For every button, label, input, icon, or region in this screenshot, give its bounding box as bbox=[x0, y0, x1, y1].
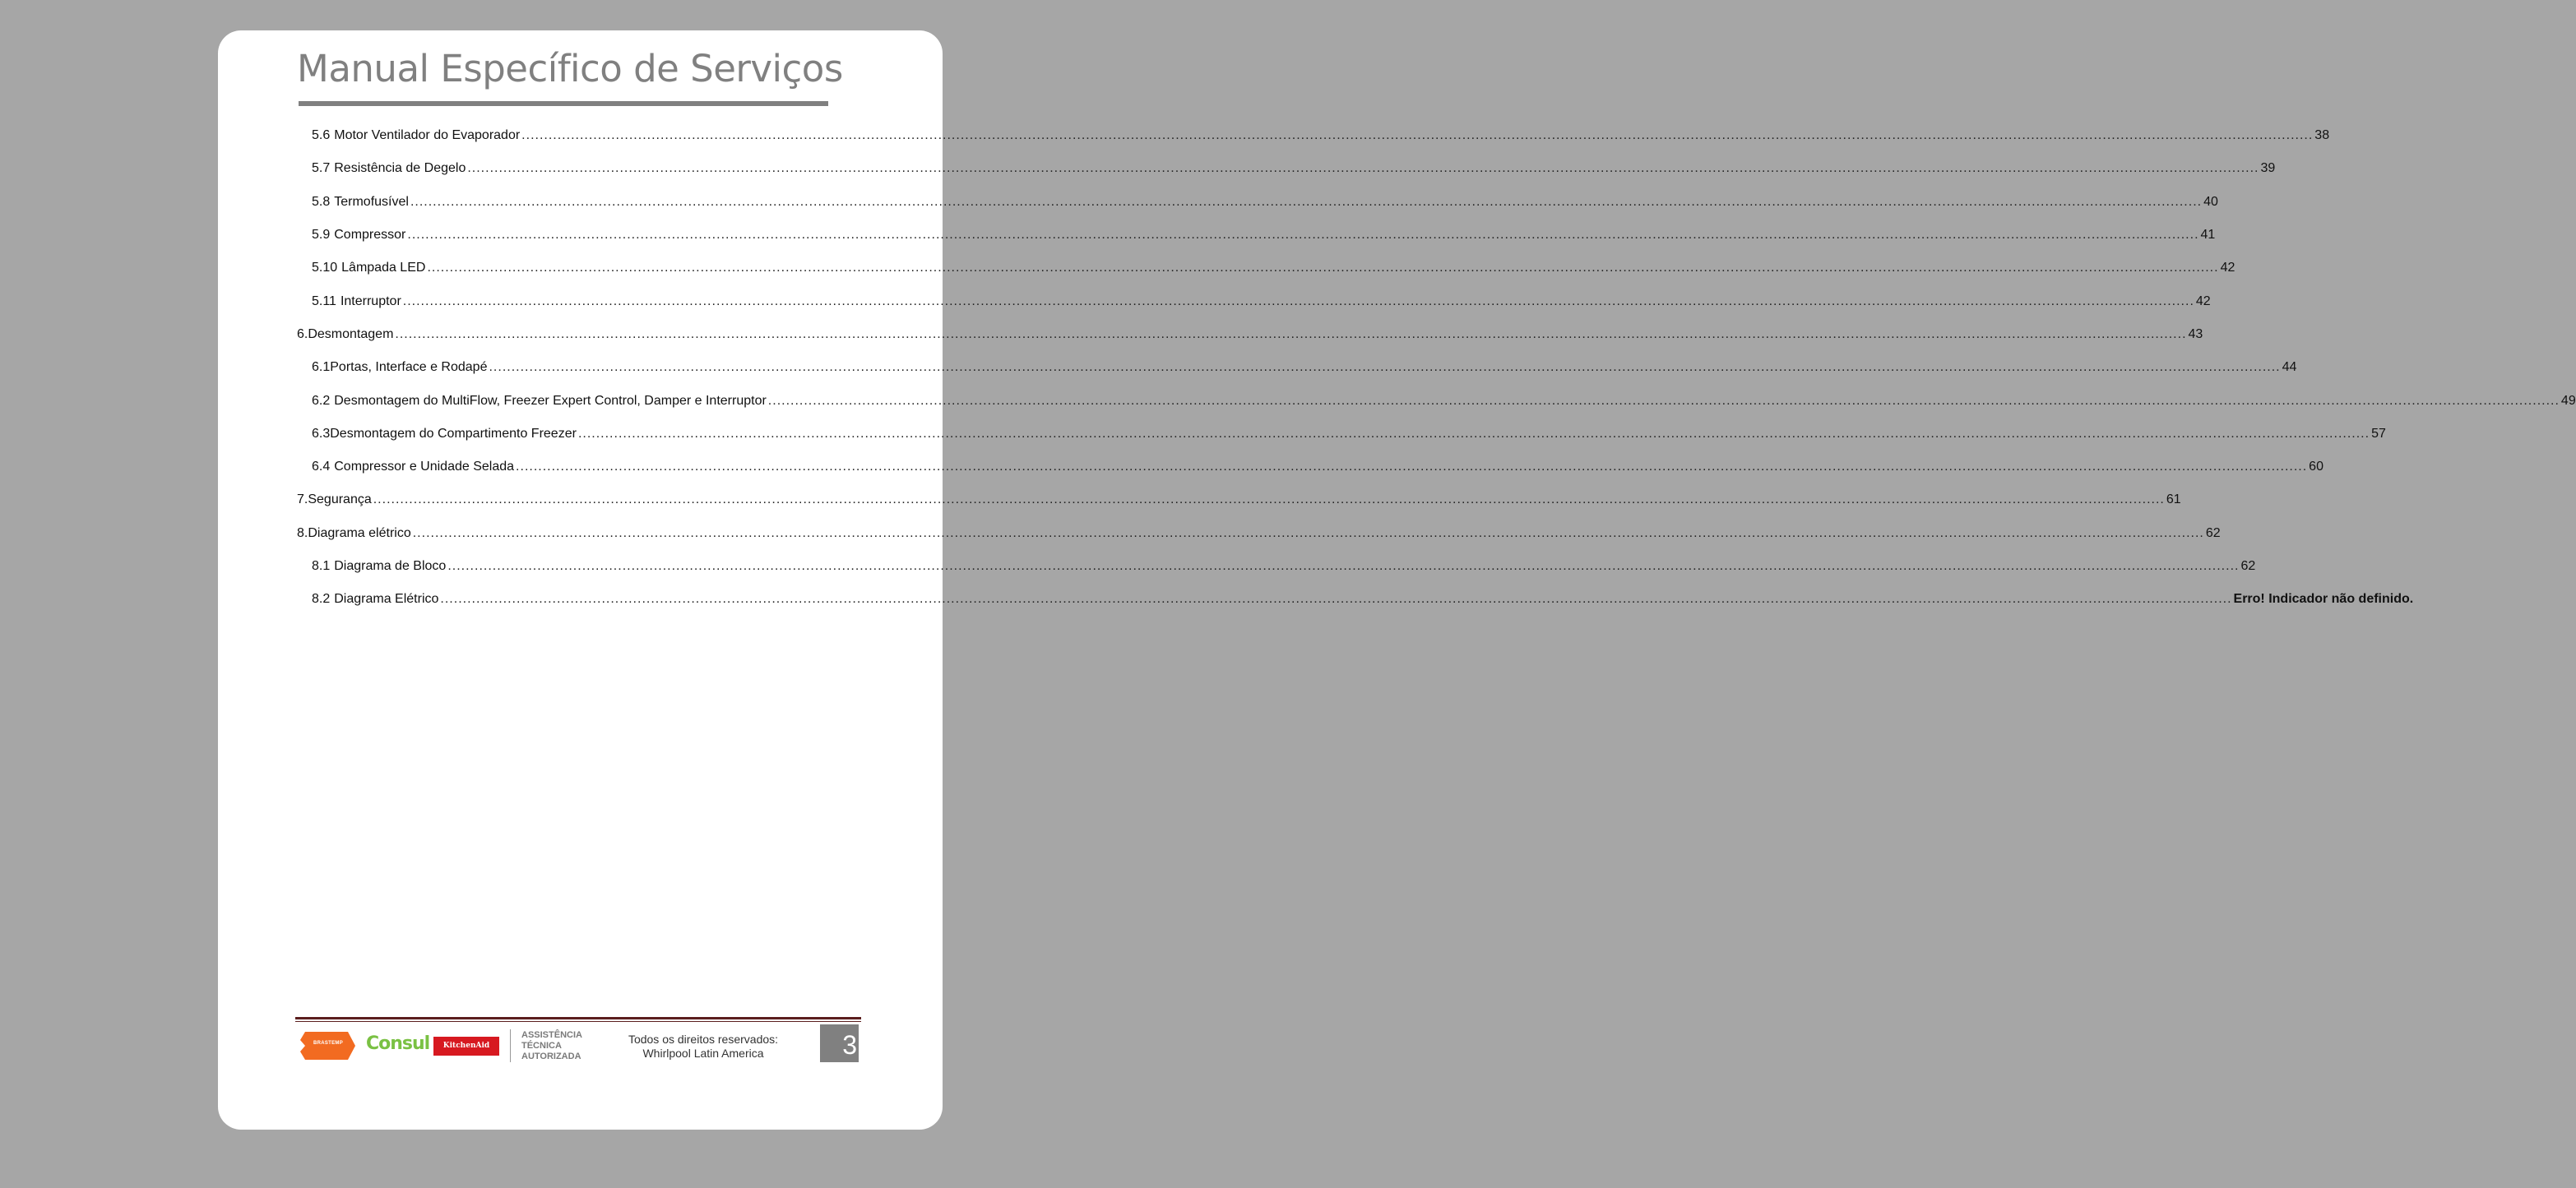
toc-entry-number: 5.10 bbox=[312, 261, 338, 275]
toc-entry-label: Interruptor bbox=[340, 294, 401, 308]
toc-entry-label: Segurança bbox=[308, 492, 372, 507]
rights-line: Todos os direitos reservados: bbox=[628, 1033, 779, 1046]
toc-dot-leader: ................................................................................................................................................................................................................................................................................................................................................................................................................ bbox=[410, 194, 2203, 209]
toc-entry-page: Erro! Indicador não definido. bbox=[2233, 592, 2414, 607]
toc-entry-label: Motor Ventilador do Evaporador bbox=[334, 128, 521, 143]
assistance-line: TÉCNICA bbox=[521, 1041, 562, 1051]
title-underline bbox=[299, 101, 828, 106]
toc-dot-leader: ................................................................................................................................................................................................................................................................................................................................................................................................................ bbox=[521, 128, 2314, 143]
toc-entry-number: 5.8 bbox=[312, 194, 331, 209]
toc-entry-label: Compressor e Unidade Selada bbox=[334, 460, 515, 474]
toc-entry-number: 5.6 bbox=[312, 128, 331, 143]
toc-entry[interactable] bbox=[297, 351, 2297, 384]
footer-divider bbox=[510, 1029, 511, 1062]
toc-dot-leader: ................................................................................................................................................................................................................................................................................................................................................................................................................ bbox=[467, 161, 2259, 176]
toc-entry-label: Desmontagem do Compartimento Freezer bbox=[330, 426, 577, 441]
toc-entry-label: Termofusível bbox=[334, 194, 409, 209]
toc-dot-leader: ................................................................................................................................................................................................................................................................................................................................................................................................................ bbox=[767, 393, 2560, 408]
toc-dot-leader: ................................................................................................................................................................................................................................................................................................................................................................................................................ bbox=[407, 228, 2199, 243]
toc-entry-page: 39 bbox=[2260, 161, 2276, 176]
toc-entry-label: Diagrama de Bloco bbox=[334, 559, 447, 573]
toc-entry-label: Diagrama Elétrico bbox=[334, 592, 439, 607]
toc-entry-number: 5.7 bbox=[312, 161, 331, 176]
toc-entry-number: 8. bbox=[297, 525, 308, 540]
toc-entry[interactable] bbox=[297, 284, 2211, 317]
page-title: Manual Específico de Serviços bbox=[297, 47, 843, 90]
toc-entry-label: Desmontagem do MultiFlow, Freezer Expert Control, Damper e Interruptor bbox=[334, 393, 767, 408]
toc-entry-label: Compressor bbox=[334, 228, 406, 243]
toc-entry-page: 61 bbox=[2166, 492, 2181, 507]
toc-entry-page: 62 bbox=[2240, 559, 2256, 573]
toc-entry-page: 49 bbox=[2560, 393, 2576, 408]
toc-entry-page: 44 bbox=[2282, 360, 2297, 375]
toc-entry-number: 8.2 bbox=[312, 592, 331, 607]
toc-entry[interactable] bbox=[297, 418, 2386, 451]
toc-entry-page: 62 bbox=[2205, 525, 2221, 540]
assistance-line: ASSISTÊNCIA bbox=[521, 1030, 582, 1040]
toc-dot-leader: ................................................................................................................................................................................................................................................................................................................................................................................................................ bbox=[427, 261, 2219, 275]
rights-notice bbox=[613, 1033, 794, 1061]
toc-entry[interactable] bbox=[297, 550, 2256, 583]
brastemp-logo bbox=[300, 1030, 356, 1061]
toc-entry-page: 40 bbox=[2203, 194, 2218, 209]
toc-entry-label: Desmontagem bbox=[308, 326, 394, 341]
authorized-assistance-label bbox=[521, 1030, 582, 1062]
footer-rule-thin bbox=[295, 1021, 861, 1022]
consul-logo: Consul bbox=[366, 1033, 430, 1054]
toc-entry-page: 60 bbox=[2309, 460, 2323, 474]
footer-rule bbox=[295, 1017, 861, 1019]
toc-dot-leader: ................................................................................................................................................................................................................................................................................................................................................................................................................ bbox=[412, 525, 2204, 540]
toc-entry[interactable] bbox=[297, 219, 2216, 252]
toc-entry-number: 6.4 bbox=[312, 460, 331, 474]
toc-entry-number: 5.11 bbox=[312, 294, 336, 308]
toc-dot-leader: ................................................................................................................................................................................................................................................................................................................................................................................................................ bbox=[395, 326, 2187, 341]
toc-entry-label: Resistência de Degelo bbox=[334, 161, 466, 176]
toc-entry-label: Diagrama elétrico bbox=[308, 525, 411, 540]
toc-entry-label: Lâmpada LED bbox=[341, 261, 426, 275]
toc-dot-leader: ................................................................................................................................................................................................................................................................................................................................................................................................................ bbox=[577, 426, 2370, 441]
toc-entry[interactable] bbox=[297, 152, 2276, 185]
toc-dot-leader: ................................................................................................................................................................................................................................................................................................................................................................................................................ bbox=[489, 360, 2281, 375]
toc-entry-page: 38 bbox=[2314, 128, 2330, 143]
toc-entry-number: 6.3 bbox=[312, 426, 331, 441]
toc-dot-leader: ................................................................................................................................................................................................................................................................................................................................................................................................................ bbox=[516, 460, 2308, 474]
toc-entry[interactable] bbox=[297, 517, 2221, 550]
toc-entry-page: 57 bbox=[2371, 426, 2386, 441]
toc-entry[interactable] bbox=[297, 252, 2235, 284]
toc-entry[interactable] bbox=[297, 483, 2181, 516]
toc-entry[interactable] bbox=[297, 318, 2203, 351]
toc-entry-number: 5.9 bbox=[312, 228, 331, 243]
assistance-line: AUTORIZADA bbox=[521, 1052, 581, 1061]
toc-entry-page: 43 bbox=[2188, 326, 2203, 341]
toc-dot-leader: ................................................................................................................................................................................................................................................................................................................................................................................................................ bbox=[402, 294, 2194, 308]
toc-entry[interactable] bbox=[297, 186, 2218, 219]
rights-line: Whirlpool Latin America bbox=[642, 1047, 764, 1060]
toc-dot-leader: ................................................................................................................................................................................................................................................................................................................................................................................................................ bbox=[447, 559, 2240, 573]
toc-entry-page: 42 bbox=[2220, 261, 2235, 275]
toc-entry[interactable] bbox=[297, 119, 2330, 152]
toc-entry[interactable] bbox=[297, 451, 2323, 483]
toc-entry-page: 42 bbox=[2195, 294, 2211, 308]
table-of-contents bbox=[297, 119, 2576, 616]
brastemp-logo-text: BRASTEMP bbox=[313, 1041, 344, 1046]
page-number: 3 bbox=[820, 1024, 859, 1062]
toc-dot-leader: ................................................................................................................................................................................................................................................................................................................................................................................................................ bbox=[373, 492, 2165, 507]
toc-entry-number: 8.1 bbox=[312, 559, 331, 573]
toc-entry[interactable] bbox=[297, 384, 2576, 417]
toc-entry-number: 6. bbox=[297, 326, 308, 341]
toc-entry-number: 7. bbox=[297, 492, 308, 507]
kitchenaid-logo: KitchenAid bbox=[433, 1037, 499, 1056]
toc-entry-number: 6.1 bbox=[312, 360, 331, 375]
toc-entry-page: 41 bbox=[2200, 228, 2216, 243]
toc-entry[interactable] bbox=[297, 583, 2414, 616]
toc-dot-leader: ................................................................................................................................................................................................................................................................................................................................................................................................................ bbox=[440, 592, 2232, 607]
toc-entry-number: 6.2 bbox=[312, 393, 331, 408]
toc-entry-label: Portas, Interface e Rodapé bbox=[330, 360, 488, 375]
document-page bbox=[218, 30, 2576, 1130]
